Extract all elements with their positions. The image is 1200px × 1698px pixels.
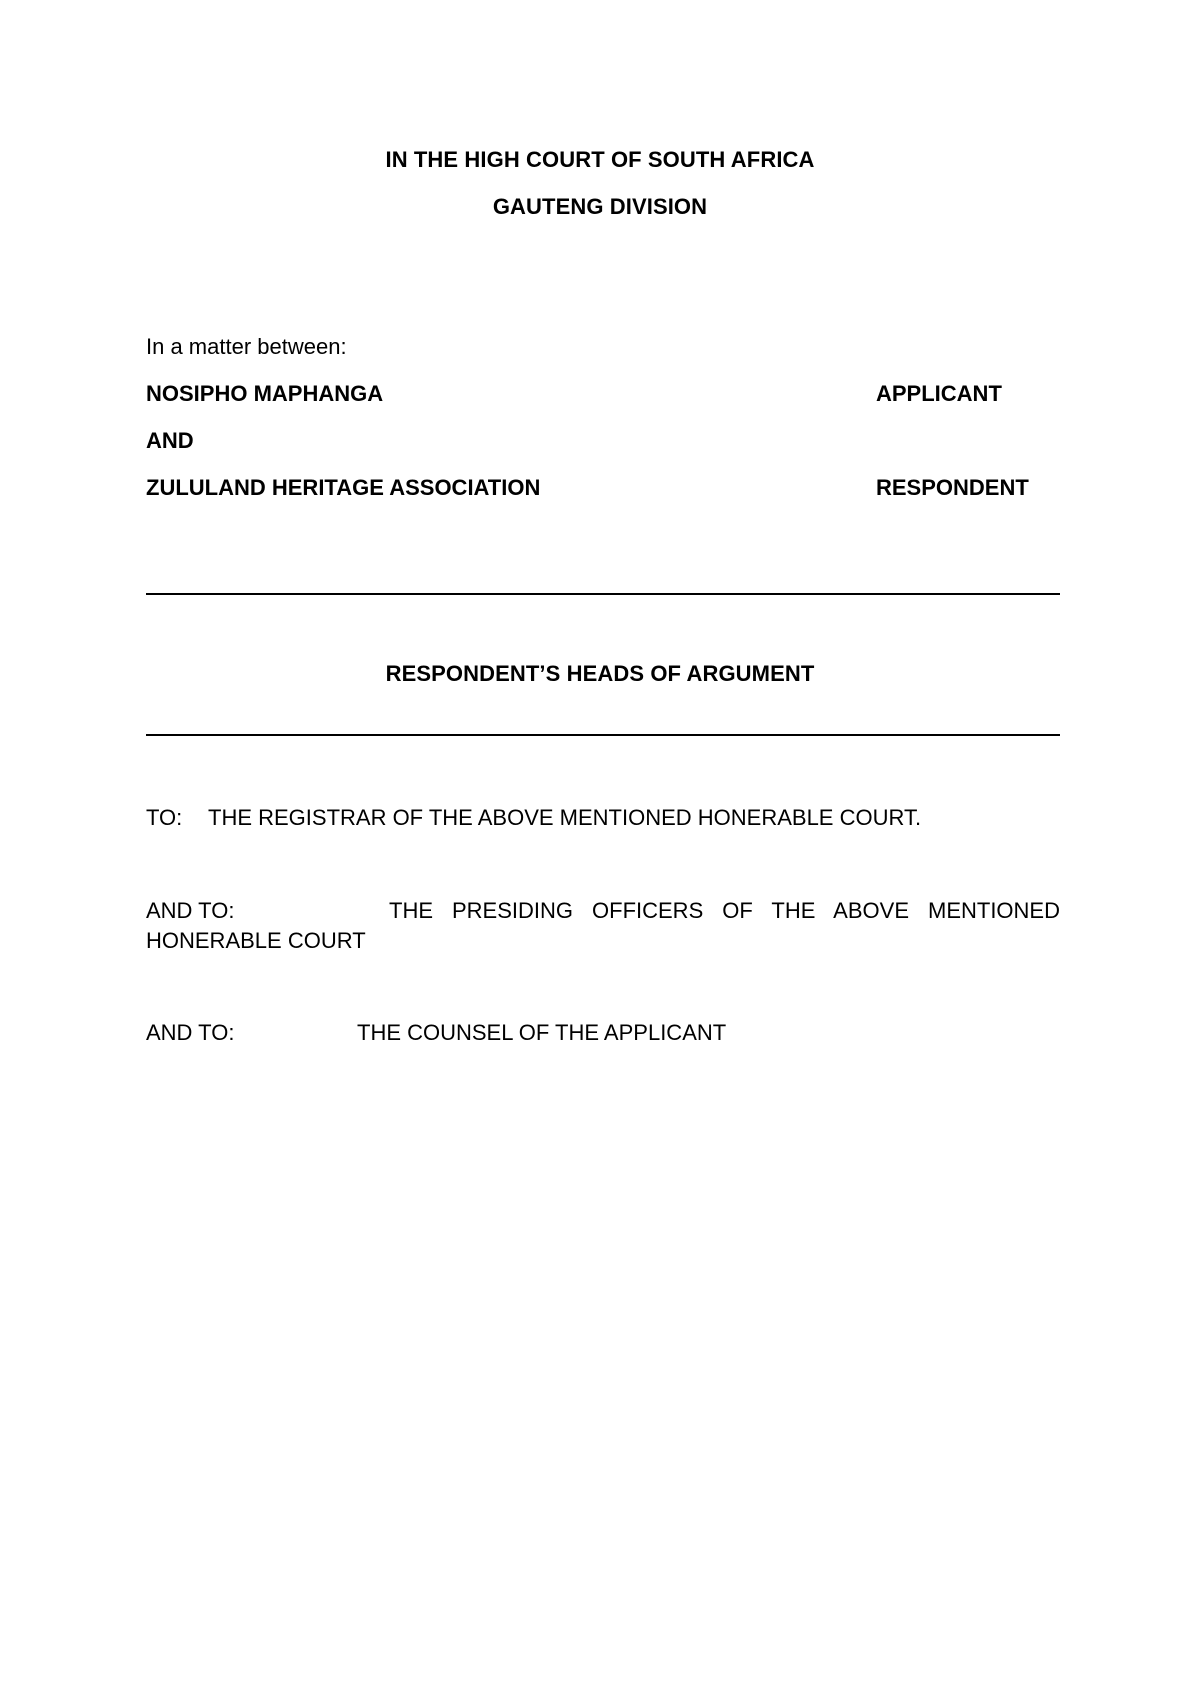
and-conjunction: AND: [146, 428, 194, 453]
document-title: RESPONDENT’S HEADS OF ARGUMENT: [385, 661, 815, 686]
matter-between-text: In a matter between:: [146, 334, 347, 359]
and-to-label-2: AND TO:: [146, 1020, 235, 1045]
to-label: TO:: [146, 805, 183, 830]
applicant-name: NOSIPHO MAPHANGA: [146, 381, 384, 406]
top-divider: [146, 593, 1060, 595]
court-title: IN THE HIGH COURT OF SOUTH AFRICA: [385, 147, 815, 172]
and-to-label: AND TO:: [146, 898, 235, 923]
applicant-role: APPLICANT: [876, 381, 1002, 406]
and-to-presiding-officers-block: [146, 896, 1060, 956]
court-division: GAUTENG DIVISION: [492, 194, 708, 219]
counsel-applicant-text: THE COUNSEL OF THE APPLICANT: [357, 1020, 727, 1045]
presiding-officers-text-line1: THE PRESIDING OFFICERS OF THE ABOVE MENTIONED: [389, 898, 1060, 923]
to-registrar-text: THE REGISTRAR OF THE ABOVE MENTIONED HONERABLE COURT.: [208, 805, 922, 830]
presiding-officers-text-line2: HONERABLE COURT: [146, 928, 366, 953]
respondent-role: RESPONDENT: [876, 475, 1029, 500]
respondent-name: ZULULAND HERITAGE ASSOCIATION: [146, 475, 541, 500]
bottom-divider: [146, 734, 1060, 736]
